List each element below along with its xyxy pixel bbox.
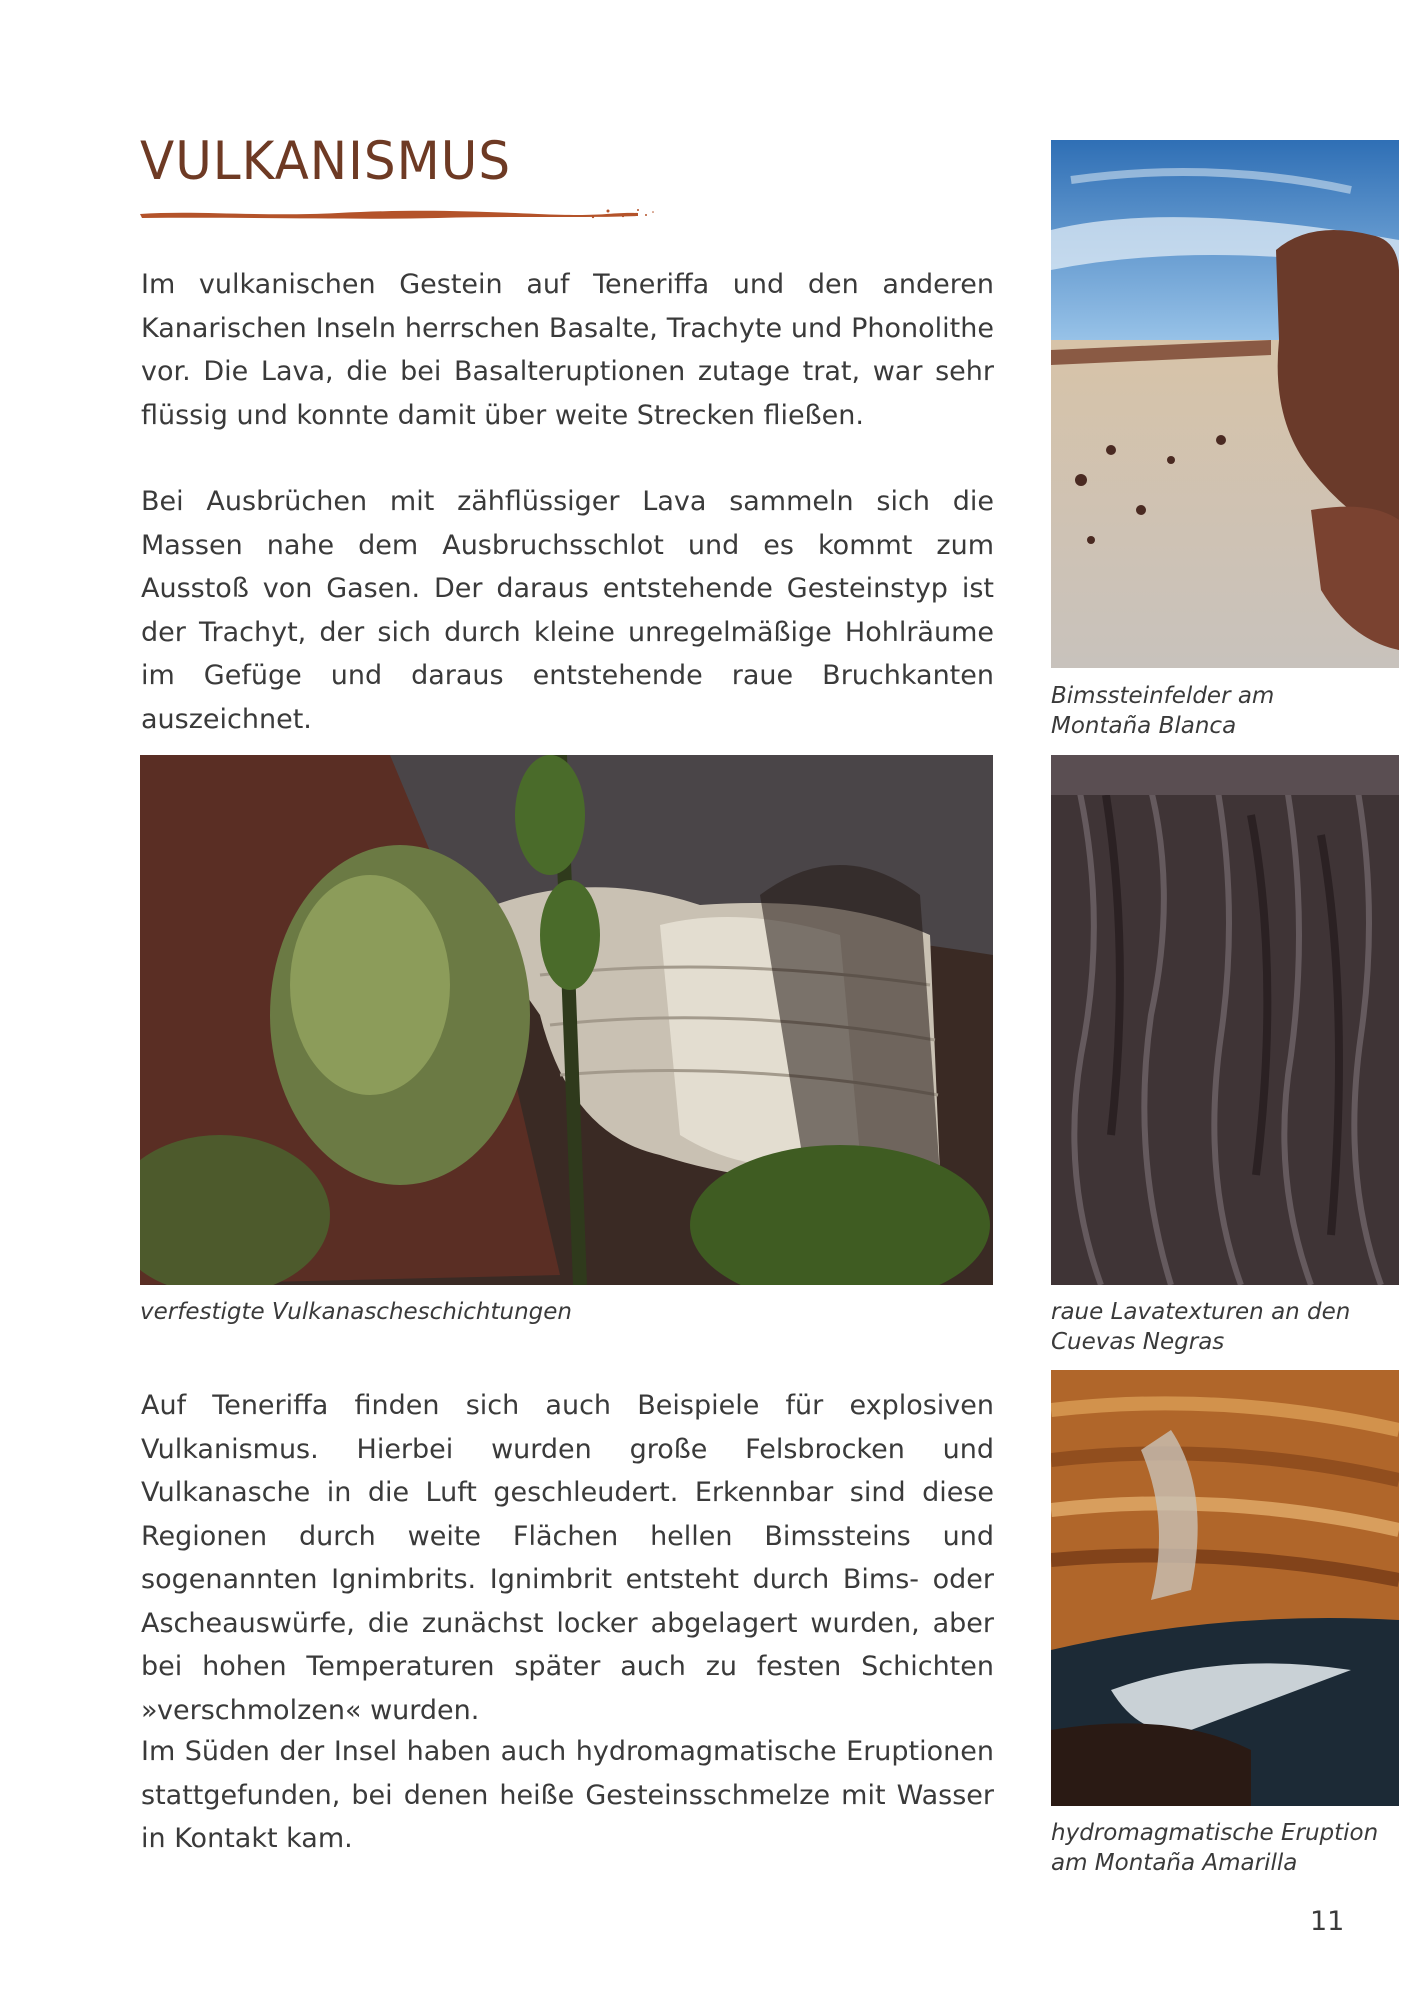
photo-hydromagmatische-eruption bbox=[1051, 1370, 1399, 1806]
paragraph-trachyt: Bei Ausbrüchen mit zähflüssiger Lava sammeln sich die Massen nahe dem Ausbruchsschlot und es kommt zum Ausstoß von Gasen. Der daraus entstehende Gesteinstyp ist der Trachyt, der sich durch kleine unregelmäßige Hohlräume im Gefüge und daraus entstehende raue Bruchkanten auszeichnet. bbox=[141, 486, 994, 735]
paragraph-hydromagmatic: Im Süden der Insel haben auch hydromagmatische Eruptionen stattgefunden, bei denen heiße Gesteinsschmelze mit Wasser in Kontakt kam. bbox=[141, 1736, 994, 1854]
paragraph-explosive: Auf Teneriffa finden sich auch Beispiele für explosiven Vulkanismus. Hierbei wurden große Felsbrocken und Vulkanasche in die Luft geschleudert. Erkennbar sind diese Regionen durch weite Flächen hellen Bimssteins und sogenannten Ignimbrits. Ignimbrit entsteht durch Bims- oder Ascheauswürfe, die zunächst locker abgelagert wurden, aber bei hohen Temperaturen später auch zu festen Schichten »verschmolzen« wurden. bbox=[141, 1390, 994, 1726]
caption-bimsstein-line2: Montaña Blanca bbox=[1051, 713, 1237, 739]
page-title: VULKANISMUS bbox=[140, 130, 512, 192]
photo-lavatexturen bbox=[1051, 755, 1399, 1285]
caption-bimsstein-line1: Bimssteinfelder am bbox=[1051, 683, 1275, 709]
caption-eruption-line1: hydromagmatische Eruption bbox=[1051, 1820, 1379, 1846]
caption-eruption-line2: am Montaña Amarilla bbox=[1051, 1850, 1298, 1876]
title-brush-underline bbox=[138, 204, 658, 224]
paragraph-basalt: Im vulkanischen Gestein auf Teneriffa und den anderen Kanarischen Inseln herrschen Basalte, Trachyte und Phonolithe vor. Die Lava, die bei Basalteruptionen zutage trat, war sehr flüssig und konnte damit über weite Strecken fließen. bbox=[141, 269, 994, 431]
caption-lava-line2: Cuevas Negras bbox=[1051, 1329, 1225, 1355]
photo-vulkanascheschichtungen bbox=[140, 755, 993, 1285]
caption-lava-line1: raue Lavatexturen an den bbox=[1051, 1299, 1351, 1325]
page-number: 11 bbox=[1310, 1906, 1345, 1937]
photo-bimssteinfelder bbox=[1051, 140, 1399, 668]
caption-vulkanasche: verfestigte Vulkanascheschichtungen bbox=[140, 1299, 572, 1325]
